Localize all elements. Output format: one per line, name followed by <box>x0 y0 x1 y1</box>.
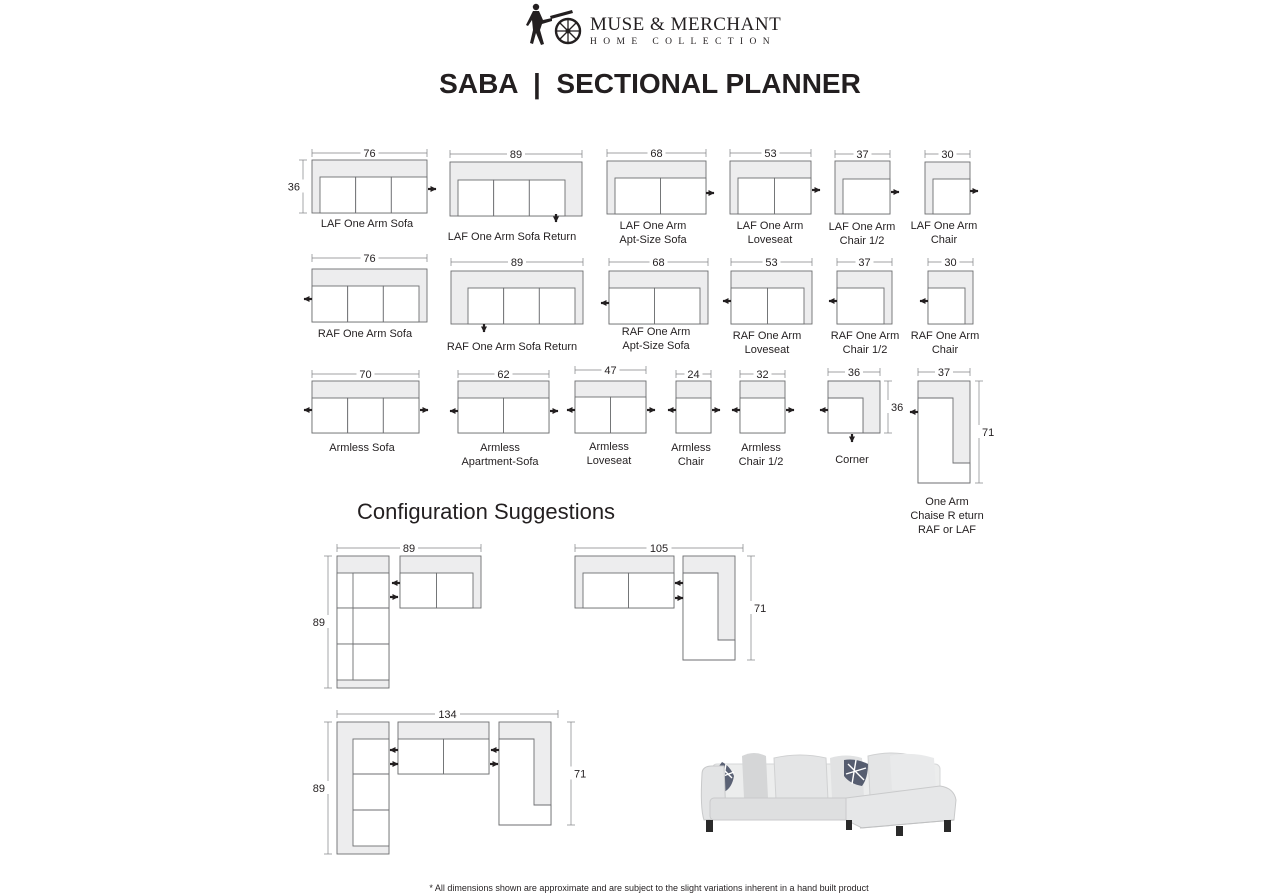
seat-cushion <box>828 398 863 433</box>
width-dimension: 53 <box>764 148 777 160</box>
piece-label: Armless Sofa <box>329 442 395 454</box>
width-dimension: 37 <box>858 257 871 269</box>
piece-label: One Arm <box>925 496 969 508</box>
piece-one-arm-chaise-return <box>910 366 997 536</box>
piece-label: Corner <box>835 454 869 466</box>
width-dimension: 76 <box>363 148 376 160</box>
piece-laf-one-arm-chair-half <box>829 148 899 247</box>
piece-armless-chair-half <box>732 368 794 468</box>
width-dimension: 89 <box>509 149 523 161</box>
seat-cushion <box>843 179 890 214</box>
seat-cushion <box>775 178 812 214</box>
width-dimension: 62 <box>497 369 510 381</box>
seat-cushion <box>353 573 389 680</box>
seat-cushion <box>437 573 474 608</box>
seat-cushion <box>676 398 711 433</box>
piece-raf-one-arm-sofa-return <box>447 256 583 353</box>
piece-raf-one-arm-chair <box>911 256 979 356</box>
width-dimension: 37 <box>856 149 869 161</box>
seat-cushion <box>383 286 419 322</box>
seat-cushion <box>504 398 550 433</box>
seat-cushion <box>609 288 655 324</box>
width-dimension: 68 <box>650 148 663 160</box>
config-heading: Configuration Suggestions <box>357 499 616 524</box>
config-suggestion-1 <box>310 542 481 688</box>
seat-cushion <box>444 739 490 774</box>
piece-armless-apartment-sofa <box>450 368 558 468</box>
seat-cushion <box>400 573 437 608</box>
seat-cushion <box>738 178 775 214</box>
seat-cushion <box>583 573 629 608</box>
seat-cushion <box>391 177 427 213</box>
piece-label: RAF One Arm Sofa <box>317 328 413 340</box>
depth-dimension: 36 <box>287 181 300 194</box>
piece-label: Apt-Size Sofa <box>622 340 690 352</box>
seat-cushion <box>312 398 348 433</box>
seat-cushion <box>383 398 419 433</box>
seat-cushion <box>468 288 504 324</box>
page-title: SABA | SECTIONAL PLANNER <box>439 68 861 99</box>
piece-raf-one-arm-apt-size-sofa <box>601 256 708 352</box>
width-dimension: 134 <box>438 709 457 721</box>
piece-label: LAF One Arm <box>619 220 687 232</box>
piece-label: Loveseat <box>744 344 790 356</box>
piece-raf-one-arm-loveseat <box>723 256 812 356</box>
seat-cushion <box>611 397 647 433</box>
depth-dimension: 36 <box>891 402 904 414</box>
seat-cushion <box>348 398 384 433</box>
width-dimension: 76 <box>363 253 376 265</box>
width-dimension: 30 <box>941 149 954 161</box>
piece-laf-one-arm-loveseat <box>730 147 820 246</box>
seat-cushion <box>458 180 494 216</box>
piece-armless-chair <box>668 368 720 468</box>
width-dimension: 30 <box>944 257 957 269</box>
piece-label: Armless <box>671 442 711 454</box>
footnote: * All dimensions shown are approximate and are subject to the slight variations inherent in a hand built product <box>429 883 869 893</box>
piece-label: RAF One Arm <box>732 330 802 342</box>
piece-label: Chair <box>930 234 958 246</box>
piece-laf-one-arm-sofa-return <box>448 148 582 243</box>
depth-dimension: 71 <box>754 603 767 615</box>
width-dimension: 37 <box>937 367 951 379</box>
piece-armless-sofa <box>304 368 428 454</box>
piece-label: LAF One Arm <box>736 220 804 232</box>
seat-cushion <box>348 286 384 322</box>
piece-label: Armless <box>741 442 781 454</box>
piece-corner <box>820 366 906 466</box>
width-dimension: 68 <box>652 257 665 269</box>
piece-label: LAF One Arm <box>910 220 978 232</box>
width-dimension: 89 <box>402 543 416 555</box>
piece-label: Armless <box>480 442 520 454</box>
width-dimension: 24 <box>687 369 700 381</box>
seat-cushion <box>539 288 575 324</box>
depth-dimension: 71 <box>574 768 587 781</box>
seat-cushion <box>458 398 504 433</box>
depth-dimension: 89 <box>312 783 325 795</box>
seat-cushion <box>353 739 389 846</box>
depth-dimension: 71 <box>982 427 995 439</box>
brand-subtitle: HOME COLLECTION <box>590 37 776 47</box>
piece-label: Apt-Size Sofa <box>619 234 687 246</box>
seat-cushion <box>933 179 970 214</box>
seat-cushion <box>575 397 611 433</box>
piece-label: Chair 1/2 <box>839 235 885 247</box>
seat-cushion <box>356 177 392 213</box>
piece-label: Chair <box>677 456 705 468</box>
piece-label: LAF One Arm Sofa Return <box>447 231 577 243</box>
piece-label: Chaise R eturn <box>910 510 984 522</box>
config-suggestion-3 <box>310 708 589 854</box>
seat-cushion <box>655 288 701 324</box>
seat-cushion <box>731 288 768 324</box>
seat-cushion <box>529 180 565 216</box>
width-dimension: 47 <box>604 365 617 377</box>
piece-raf-one-arm-sofa <box>304 252 427 340</box>
piece-label: RAF or LAF <box>917 524 977 536</box>
seat-cushion <box>504 288 540 324</box>
seat-cushion <box>312 286 348 322</box>
width-dimension: 53 <box>765 257 778 269</box>
piece-label: Chair 1/2 <box>738 456 784 468</box>
piece-armless-loveseat <box>567 364 655 467</box>
seat-cushion <box>615 178 661 214</box>
seat-cushion <box>928 288 965 324</box>
seat-cushion <box>494 180 530 216</box>
sofa-illustration <box>701 753 956 836</box>
seat-cushion <box>837 288 884 324</box>
piece-label: LAF One Arm Sofa <box>320 218 414 230</box>
seat-cushion <box>320 177 356 213</box>
piece-laf-one-arm-sofa <box>285 147 436 230</box>
seat-cushion <box>398 739 444 774</box>
piece-raf-one-arm-chair-half <box>829 256 899 356</box>
piece-label: Chair <box>931 344 959 356</box>
piece-label: Loveseat <box>747 234 793 246</box>
piece-label: Chair 1/2 <box>842 344 888 356</box>
width-dimension: 36 <box>847 367 861 379</box>
piece-label: RAF One Arm <box>621 326 691 338</box>
piece-label: Armless <box>589 441 629 453</box>
seat-cushion <box>768 288 805 324</box>
piece-laf-one-arm-apt-size-sofa <box>607 147 714 246</box>
width-dimension: 32 <box>756 369 769 381</box>
piece-label: RAF One Arm Sofa Return <box>446 341 578 353</box>
depth-dimension: 89 <box>312 617 325 629</box>
width-dimension: 70 <box>359 369 372 381</box>
piece-label: LAF One Arm <box>828 221 896 233</box>
width-dimension: 105 <box>649 543 669 555</box>
config-suggestion-2 <box>575 542 769 660</box>
sofa-photo <box>696 748 964 844</box>
piece-label: Apartment-Sofa <box>461 456 539 468</box>
seat-cushion <box>740 398 785 433</box>
piece-label: RAF One Arm <box>830 330 900 342</box>
seat-cushion <box>661 178 707 214</box>
piece-laf-one-arm-chair <box>911 148 978 246</box>
brand-name: MUSE & MERCHANT <box>590 14 782 35</box>
seat-cushion <box>629 573 675 608</box>
piece-label: Loveseat <box>586 455 632 467</box>
piece-label: RAF One Arm <box>910 330 980 342</box>
width-dimension: 89 <box>510 257 524 269</box>
